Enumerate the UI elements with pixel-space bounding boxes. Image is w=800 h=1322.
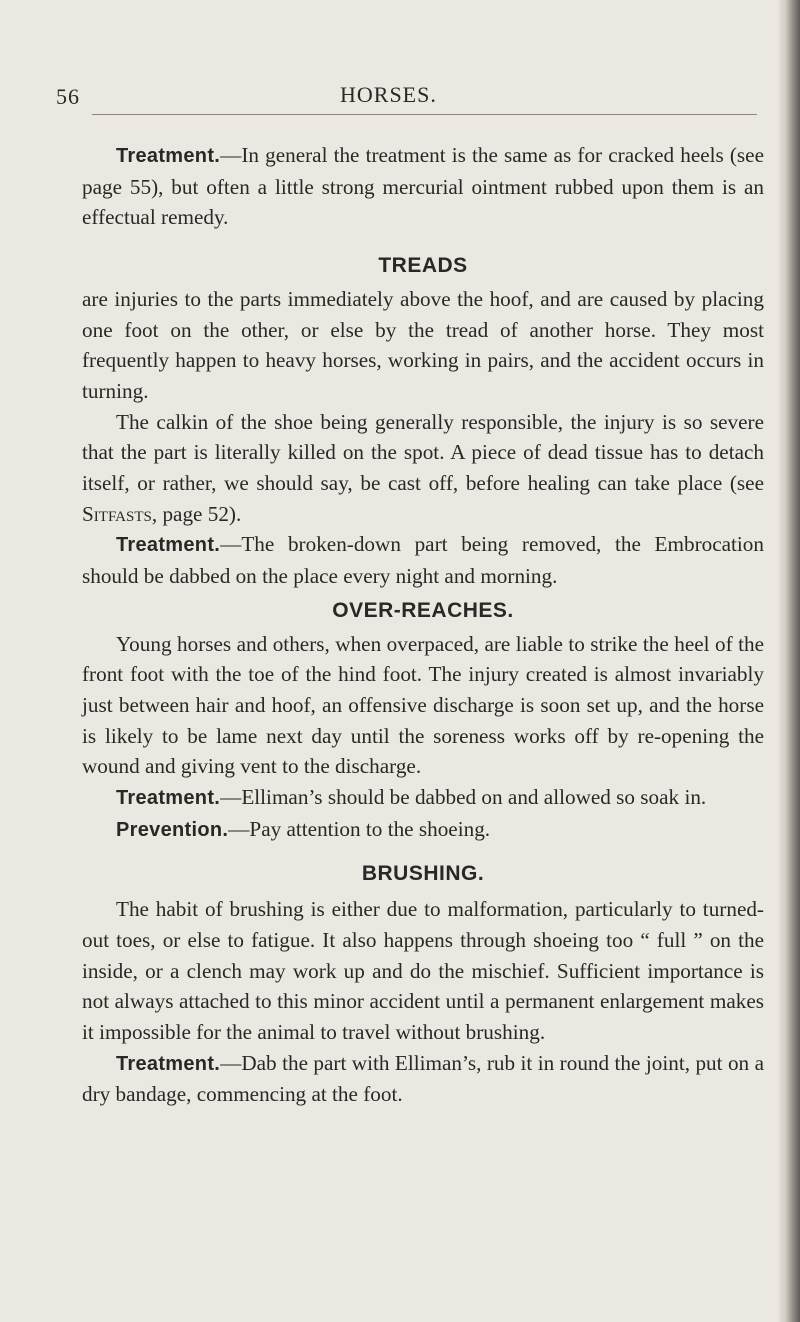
paragraph-text: —Elliman’s should be dabbed on and allowed so soak in. (220, 785, 707, 810)
paragraph-brushing-intro: The habit of brushing is either due to malformation, particularly to turned-out toes, or else to fatigue. It also happens through shoeing too “ full ” on the inside, or a clench may work up and do the mischief. Sufficient importance is not always attached to this minor accident until a permanent enlargement makes it impossible for the animal to travel without brushing. (82, 897, 764, 1044)
lead-prevention: Prevention. (116, 818, 229, 841)
paragraph-over-reaches-intro: Young horses and others, when overpaced, are liable to strike the heel of the front foot with the toe of the hind foot. The injury created is almost invariably just between hair and hoof, an offensive discharge is soon set up, and the horse is likely to be lame next day until the soreness works off by re-opening the wound and giving vent to the discharge. (82, 631, 764, 779)
lead-treatment: Treatment. (116, 787, 221, 810)
paragraph-text: The calkin of the shoe being generally responsible, the injury is so severe that the part is literally killed on the spot. A piece of dead tissue has to detach itself, or rather, we should say, be cast off, before healing can take place (see (82, 409, 764, 496)
paragraph-treads-intro: are injuries to the parts immediately above the hoof, and are caused by placing one foot on the other, or else by the tread of another horse. They most frequently happen to heavy horses, working in pairs, and the accident occurs in turning. (82, 286, 764, 403)
paragraph-text: —The broken-down part being removed, the Embrocation should be dabbed on the place every night and morning. (82, 532, 764, 589)
paragraph-treads-treatment (82, 529, 764, 591)
page-edge-shadow (778, 0, 800, 1322)
paragraph-treatment-cracked-heels (82, 140, 764, 233)
paragraph-over-reaches-treatment (82, 782, 764, 814)
heading-brushing: BRUSHING. (361, 862, 485, 886)
page-number: 56 (56, 84, 80, 109)
heading-treads: TREADS (378, 254, 468, 278)
paragraph-brushing-treatment (82, 1048, 764, 1110)
paragraph-over-reaches-prevention (82, 814, 764, 846)
paragraph-text: , page 52). (151, 501, 242, 526)
paragraph-treads-calkin (82, 407, 764, 530)
paragraph-text: —In general the treatment is the same as for cracked heels (see page 55), but often a little strong mercurial ointment rubbed upon them is an effectual remedy. (82, 143, 764, 230)
page-body (82, 140, 764, 1110)
cross-reference-sitfasts: Sitfasts (82, 501, 152, 526)
paragraph-text: —Pay attention to the shoeing. (228, 816, 491, 841)
lead-treatment: Treatment. (116, 145, 221, 167)
lead-treatment: Treatment. (116, 534, 221, 557)
lead-treatment: Treatment. (116, 1052, 221, 1075)
paragraph-text: —Dab the part with Elliman’s, rub it in round the joint, put on a dry bandage, commencing at the foot. (82, 1050, 764, 1107)
header-rule (92, 114, 757, 115)
heading-over-reaches: OVER-REACHES. (332, 598, 514, 622)
running-title: HORSES. (340, 82, 437, 107)
